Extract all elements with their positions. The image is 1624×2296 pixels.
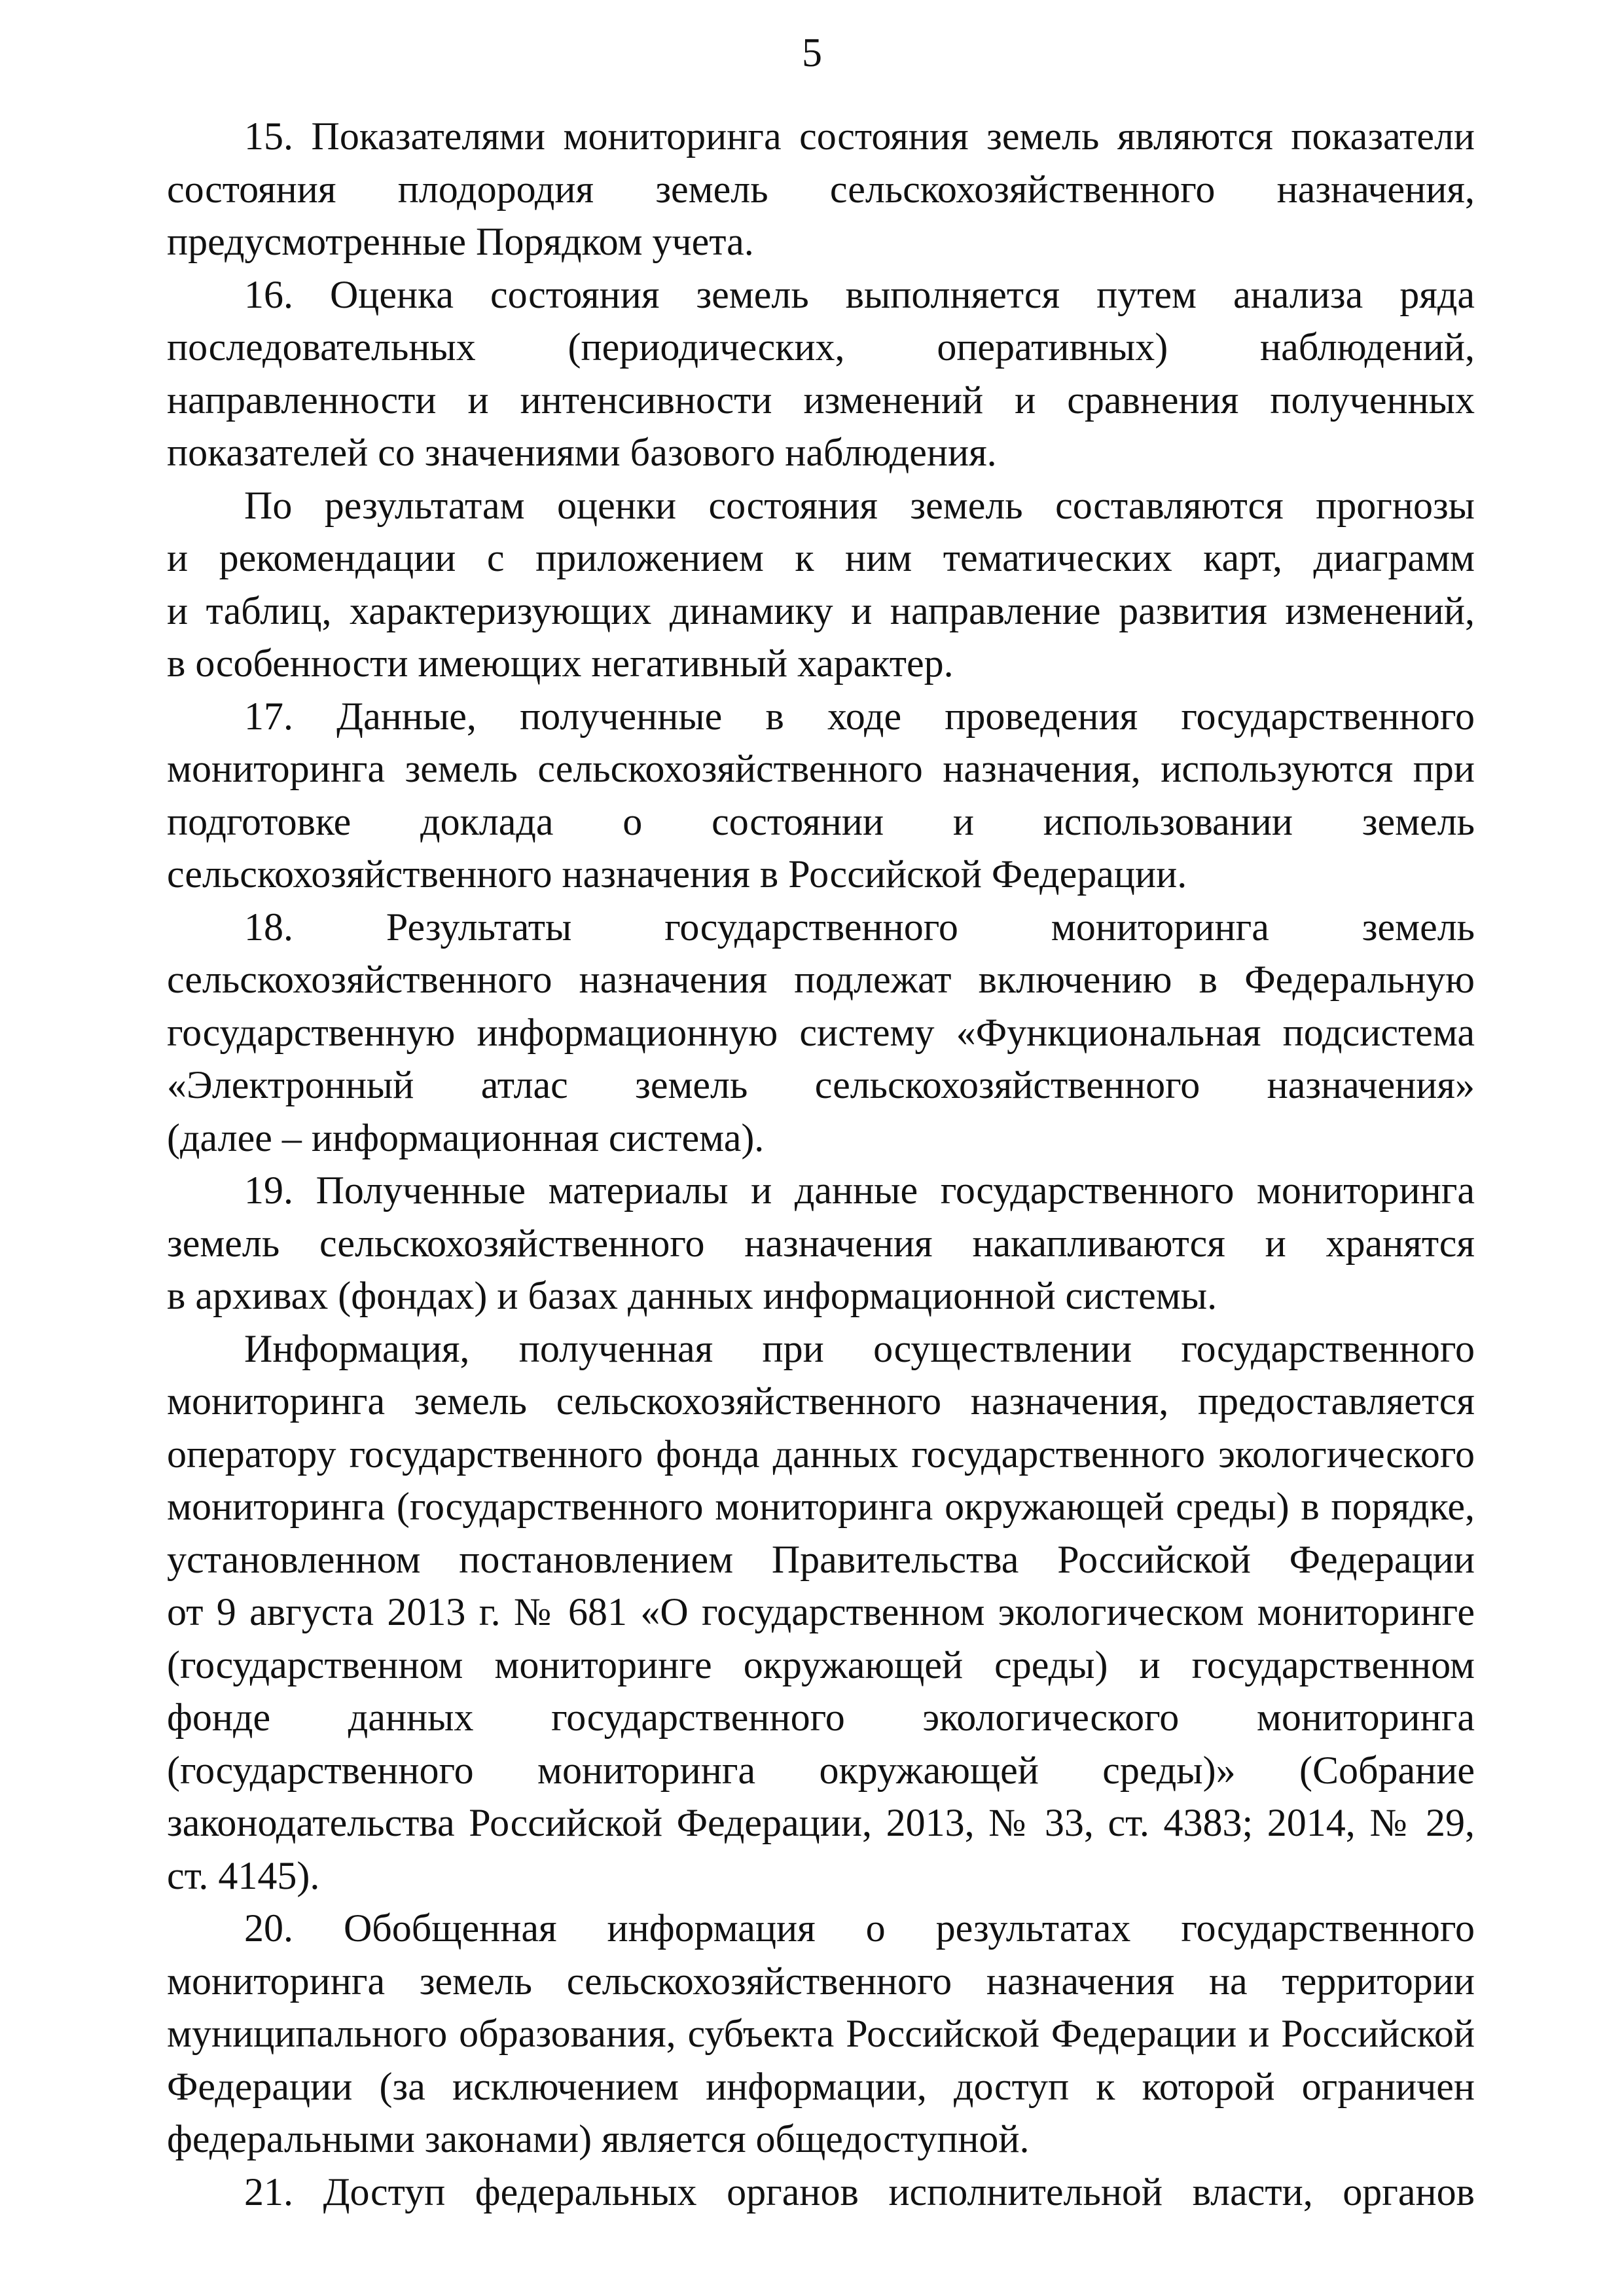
text-line: в архивах (фондах) и базах данных информационной системы. — [167, 1274, 1218, 1317]
text-line: сельскохозяйственного назначения подлежат включению в Федеральную — [167, 958, 1475, 1001]
text-line: (далее – информационная система). — [167, 1116, 765, 1159]
text-line: «Электронный атлас земель сельскохозяйственного назначения» — [167, 1063, 1475, 1106]
text-line: земель сельскохозяйственного назначения накапливаются и хранятся — [167, 1221, 1475, 1265]
text-line: законодательства Российской Федерации, 2013, № 33, ст. 4383; 2014, № 29, — [167, 1801, 1475, 1844]
text-line: мониторинга земель сельскохозяйственного назначения, предоставляется — [167, 1379, 1475, 1423]
text-line: и таблиц, характеризующих динамику и направление развития изменений, — [167, 589, 1475, 632]
text-line: Информация, полученная при осуществлении государственного — [244, 1326, 1475, 1370]
text-line: показателей со значениями базового наблюдения. — [167, 431, 997, 474]
document-body — [167, 110, 1475, 2218]
text-line: 16. Оценка состояния земель выполняется путем анализа ряда — [244, 272, 1475, 316]
text-line: установленном постановлением Правительства Российской Федерации — [167, 1537, 1475, 1581]
text-line: По результатам оценки состояния земель составляются прогнозы — [244, 483, 1475, 527]
text-line: 20. Обобщенная информация о результатах государственного — [244, 1906, 1475, 1950]
text-line: 17. Данные, полученные в ходе проведения государственного — [244, 694, 1475, 738]
paragraph-19 — [167, 1164, 1475, 1322]
text-line: Федерации (за исключением информации, доступ к которой ограничен — [167, 2064, 1475, 2108]
text-line: состояния плодородия земель сельскохозяйственного назначения, — [167, 167, 1475, 211]
text-line: оператору государственного фонда данных государственного экологического — [167, 1432, 1475, 1476]
text-line: ст. 4145). — [167, 1853, 320, 1897]
paragraph-19-information — [167, 1322, 1475, 1903]
text-line: в особенности имеющих негативный характер. — [167, 642, 954, 685]
text-line: (государственном мониторинге окружающей среды) и государственном — [167, 1643, 1475, 1686]
text-line: от 9 августа 2013 г. № 681 «О государственном экологическом мониторинге — [167, 1590, 1475, 1633]
text-line: (государственного мониторинга окружающей среды)» (Собрание — [167, 1748, 1475, 1792]
text-line: фонде данных государственного экологического мониторинга — [167, 1696, 1475, 1739]
text-line: 19. Полученные материалы и данные государственного мониторинга — [244, 1169, 1475, 1212]
text-line: мониторинга земель сельскохозяйственного назначения на территории — [167, 1959, 1475, 2003]
paragraph-17 — [167, 690, 1475, 901]
text-line: предусмотренные Порядком учета. — [167, 220, 754, 263]
page-number: 5 — [802, 31, 822, 75]
text-line: федеральными законами) является общедоступной. — [167, 2117, 1030, 2160]
text-line: 18. Результаты государственного мониторинга земель — [244, 905, 1475, 949]
text-line: 21. Доступ федеральных органов исполнительной власти, органов — [244, 2170, 1475, 2214]
text-line: направленности и интенсивности изменений и сравнения полученных — [167, 378, 1475, 422]
paragraph-18 — [167, 901, 1475, 1165]
paragraph-16-results — [167, 479, 1475, 690]
text-line: государственную информационную систему «Функциональная подсистема — [167, 1010, 1475, 1054]
text-line: муниципального образования, субъекта Российской Федерации и Российской — [167, 2012, 1475, 2055]
text-line: последовательных (периодических, оперативных) наблюдений, — [167, 325, 1475, 369]
text-line: подготовке доклада о состоянии и использовании земель — [167, 799, 1475, 843]
text-line: сельскохозяйственного назначения в Российской Федерации. — [167, 852, 1187, 896]
text-line: 15. Показателями мониторинга состояния земель являются показатели — [244, 115, 1475, 158]
text-line: мониторинга земель сельскохозяйственного назначения, используются при — [167, 747, 1475, 790]
paragraph-16 — [167, 268, 1475, 479]
paragraph-15 — [167, 110, 1475, 268]
text-line: мониторинга (государственного мониторинга окружающей среды) в порядке, — [167, 1485, 1475, 1528]
paragraph-21 — [167, 2166, 1475, 2219]
paragraph-20 — [167, 1902, 1475, 2166]
text-line: и рекомендации с приложением к ним тематических карт, диаграмм — [167, 536, 1475, 579]
